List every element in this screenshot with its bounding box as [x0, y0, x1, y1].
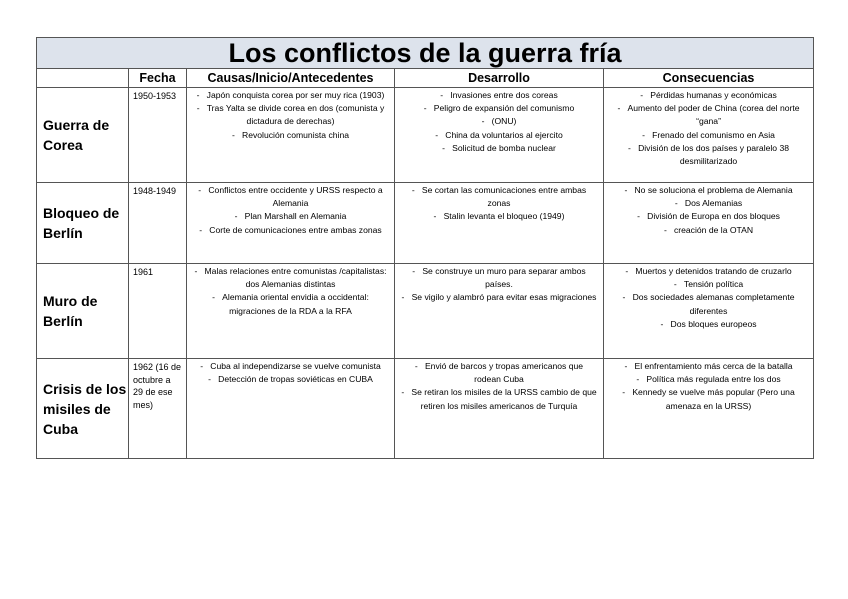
list-item: - Cuba al independizarse se vuelve comunista: [193, 360, 388, 373]
consequences-cell: [604, 359, 814, 459]
list-item: - Muertos y detenidos tratando de cruzarlo: [610, 265, 807, 278]
list-item: - Política más regulada entre los dos: [610, 373, 807, 386]
list-item: - Dos bloques europeos: [610, 318, 807, 331]
consequences-cell: [604, 183, 814, 264]
table-row: [37, 88, 814, 183]
list-item: - China da voluntarios al ejercito: [401, 129, 597, 142]
development-cell: [395, 183, 604, 264]
list-item: - Solicitud de bomba nuclear: [401, 142, 597, 155]
list-item: - Tras Yalta se divide corea en dos (comunista y dictadura de derechas): [193, 102, 388, 128]
list-item: - No se soluciona el problema de Alemania: [610, 184, 807, 197]
list-item: - Stalin levanta el bloqueo (1949): [401, 210, 597, 223]
list-item: - Alemania oriental envidia a occidental: migraciones de la RDA a la RFA: [193, 291, 388, 317]
header-causas: Causas/Inicio/Antecedentes: [187, 69, 395, 88]
header-fecha: Fecha: [129, 69, 187, 88]
causes-cell: [187, 359, 395, 459]
conflicts-table: [36, 37, 814, 459]
conflict-name: Crisis de los misiles de Cuba: [37, 359, 129, 459]
list-item: - Japón conquista corea por ser muy rica (1903): [193, 89, 388, 102]
list-item: - Kennedy se vuelve más popular (Pero una amenaza en la URSS): [610, 386, 807, 412]
conflict-name: Muro de Berlín: [37, 264, 129, 359]
list-item: - Detección de tropas soviéticas en CUBA: [193, 373, 388, 386]
consequences-cell: [604, 88, 814, 183]
list-item: - Pérdidas humanas y económicas: [610, 89, 807, 102]
list-item: - División de Europa en dos bloques: [610, 210, 807, 223]
list-item: - Dos Alemanias: [610, 197, 807, 210]
list-item: - Aumento del poder de China (corea del norte “gana”: [610, 102, 807, 128]
list-item: - Conflictos entre occidente y URSS respecto a Alemania: [193, 184, 388, 210]
conflict-date: 1950-1953: [129, 88, 187, 183]
causes-cell: [187, 264, 395, 359]
list-item: - Plan Marshall en Alemania: [193, 210, 388, 223]
consequences-cell: [604, 264, 814, 359]
list-item: - Se retiran los misiles de la URSS cambio de que retiren los misiles americanos de Turquía: [401, 386, 597, 412]
causes-cell: [187, 183, 395, 264]
header-blank: [37, 69, 129, 88]
list-item: - Se construye un muro para separar ambos países.: [401, 265, 597, 291]
list-item: - Malas relaciones entre comunistas /capitalistas: dos Alemanias distintas: [193, 265, 388, 291]
table-row: [37, 264, 814, 359]
development-cell: [395, 264, 604, 359]
list-item: - Corte de comunicaciones entre ambas zonas: [193, 224, 388, 237]
conflict-date: 1948-1949: [129, 183, 187, 264]
table-row: [37, 359, 814, 459]
conflict-name: Guerra de Corea: [37, 88, 129, 183]
list-item: - Frenado del comunismo en Asia: [610, 129, 807, 142]
conflict-date: 1961: [129, 264, 187, 359]
list-item: - División de los dos países y paralelo 38 desmilitarizado: [610, 142, 807, 168]
list-item: - Se vigilo y alambró para evitar esas migraciones: [401, 291, 597, 304]
list-item: - Invasiones entre dos coreas: [401, 89, 597, 102]
list-item: - Se cortan las comunicaciones entre ambas zonas: [401, 184, 597, 210]
document-title: Los conflictos de la guerra fría: [37, 38, 814, 69]
list-item: - Revolución comunista china: [193, 129, 388, 142]
header-consecuencias: Consecuencias: [604, 69, 814, 88]
list-item: - (ONU): [401, 115, 597, 128]
list-item: - creación de la OTAN: [610, 224, 807, 237]
list-item: - Tensión política: [610, 278, 807, 291]
list-item: - Peligro de expansión del comunismo: [401, 102, 597, 115]
development-cell: [395, 359, 604, 459]
header-row: [37, 69, 814, 88]
conflict-name: Bloqueo de Berlín: [37, 183, 129, 264]
list-item: - Dos sociedades alemanas completamente diferentes: [610, 291, 807, 317]
header-desarrollo: Desarrollo: [395, 69, 604, 88]
list-item: - Envió de barcos y tropas americanos que rodean Cuba: [401, 360, 597, 386]
list-item: - El enfrentamiento más cerca de la batalla: [610, 360, 807, 373]
table-row: [37, 183, 814, 264]
development-cell: [395, 88, 604, 183]
causes-cell: [187, 88, 395, 183]
conflict-date: 1962 (16 de octubre a 29 de ese mes): [129, 359, 187, 459]
